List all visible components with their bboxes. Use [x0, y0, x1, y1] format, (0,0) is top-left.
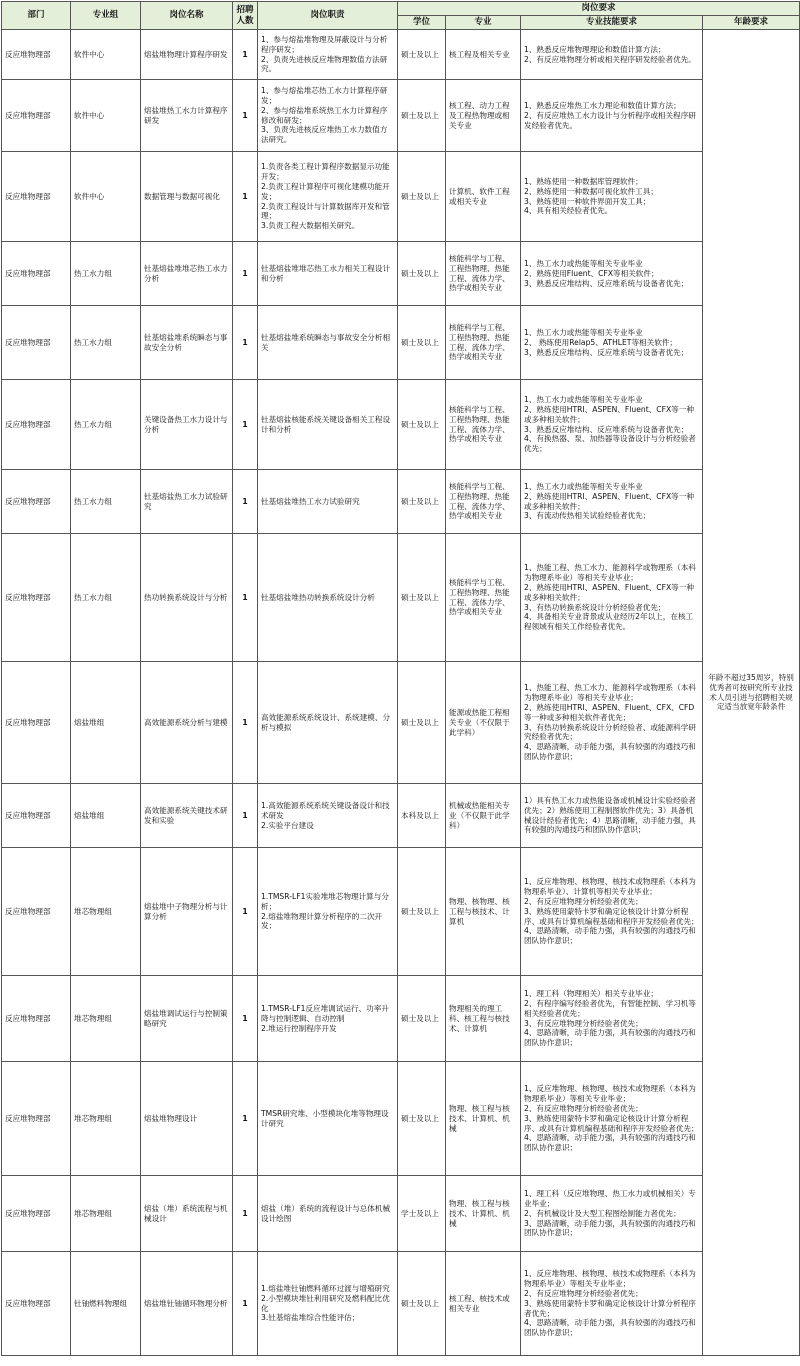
header-position: 岗位名称 — [141, 2, 233, 30]
duty-cell-line: 1.熔盐堆钍铀燃料循环过渡与增殖研究 — [261, 1283, 390, 1293]
duty-cell — [258, 534, 398, 662]
dept-cell: 反应堆物理部 — [2, 380, 71, 470]
skills-cell-line: 3、有流动传热相关试验经验者优先； — [524, 511, 651, 521]
skills-cell-line: 4、思路清晰，动手能力强，具有较强的沟通技巧和团队协作意识； — [524, 742, 696, 762]
major-cell: 机械或热能相关专业（不仅限于此学科） — [446, 784, 521, 848]
group-cell: 软件中心 — [71, 30, 141, 80]
degree-cell: 硕士及以上 — [398, 976, 446, 1062]
skills-cell-line: 2、有机械设计及大型工程图绘制能力者优先； — [524, 1208, 681, 1218]
major-cell: 物理、核物理、核工程与核技术、计算机 — [446, 848, 521, 976]
skills-cell-line: 4、思路清晰，动手能力强，具有较强的沟通技巧和团队协作意识； — [524, 926, 696, 946]
header-dept: 部门 — [2, 2, 71, 30]
duty-cell-line: 1、参与熔盐堆物理及屏蔽设计与分析程序研发； — [261, 34, 388, 54]
duty-cell-line: 3.负责工程大数据相关研究。 — [261, 221, 360, 231]
duty-cell-line: 钍基熔盐堆热功转换系统设计分析 — [261, 592, 375, 602]
skills-cell-line: 2、有反应堆物理分析经验者优先； — [524, 1288, 643, 1298]
skills-cell — [521, 152, 703, 242]
position-cell: 钍基熔盐热工水力试验研究 — [141, 470, 233, 534]
table-row — [2, 30, 800, 80]
position-cell: 高效能源系统分析与建模 — [141, 662, 233, 784]
count-cell: 1 — [233, 1176, 258, 1252]
duty-cell-line: 钍基熔盐核能系统关键设备相关工程设计和分析 — [261, 414, 391, 434]
skills-cell-line: 1、理工科（反应堆物理、热工水力或机械相关）专业毕业； — [524, 1188, 696, 1208]
count-cell: 1 — [233, 470, 258, 534]
table-row — [2, 470, 800, 534]
duty-cell-line: 高效能源系统系统设计、系统建模、分析与模拟 — [261, 712, 391, 732]
degree-cell: 硕士及以上 — [398, 848, 446, 976]
duty-cell — [258, 976, 398, 1062]
duty-cell — [258, 784, 398, 848]
count-cell: 1 — [233, 30, 258, 80]
header-group: 专业组 — [71, 2, 141, 30]
duty-cell-line: 2、参与熔盐堆系统热工水力计算程序修改和研发； — [261, 105, 388, 125]
skills-cell — [521, 848, 703, 976]
group-cell: 堆芯物理组 — [71, 1176, 141, 1252]
dept-cell: 反应堆物理部 — [2, 30, 71, 80]
major-cell: 核能科学与工程、工程热物理、热能工程、流体力学、热学或相关专业 — [446, 242, 521, 306]
count-cell: 1 — [233, 152, 258, 242]
degree-cell: 学士及以上 — [398, 1176, 446, 1252]
table-row — [2, 848, 800, 976]
count-cell: 1 — [233, 1252, 258, 1356]
position-cell: 熔盐堆热工水力计算程序研发 — [141, 80, 233, 152]
position-cell: 熔盐堆调试运行与控制策略研究 — [141, 976, 233, 1062]
table-row — [2, 1062, 800, 1176]
duty-cell — [258, 242, 398, 306]
group-cell: 热工水力组 — [71, 242, 141, 306]
skills-cell — [521, 30, 703, 80]
duty-cell — [258, 662, 398, 784]
duty-cell-line: 2、负责先进核反应堆物理数值方法研究。 — [261, 54, 388, 74]
table-row — [2, 152, 800, 242]
header-row-1 — [2, 2, 800, 16]
skills-cell-line: 3、熟练使用蒙特卡罗和确定论核设计计算分析程序者优先； — [524, 1298, 696, 1318]
skills-cell-line: 4、思路清晰，动手能力强，具有较强的沟通技巧和团队协作意识； — [524, 1028, 696, 1048]
count-cell: 1 — [233, 534, 258, 662]
dept-cell: 反应堆物理部 — [2, 784, 71, 848]
duty-cell-line: 熔盐（堆）系统的流程设计与总体机械设计绘图 — [261, 1203, 391, 1223]
skills-cell — [521, 1062, 703, 1176]
count-cell: 1 — [233, 784, 258, 848]
group-cell: 热工水力组 — [71, 306, 141, 380]
major-cell: 能源或热能工程相关专业（不仅限于此学科） — [446, 662, 521, 784]
skills-cell-line: 2、有反应堆物理分析经验者优先； — [524, 896, 643, 906]
header-skills: 专业技能要求 — [521, 16, 703, 30]
duty-cell — [258, 380, 398, 470]
position-cell: 热功转换系统设计与分析 — [141, 534, 233, 662]
degree-cell: 硕士及以上 — [398, 80, 446, 152]
duty-cell-line: 2.负责工程计算程序可视化建模功能开发； — [261, 181, 390, 201]
header-requirements: 岗位要求 — [398, 2, 800, 16]
duty-cell-line: TMSR研究堆、小型模块化堆等物理设计研究 — [261, 1108, 389, 1128]
degree-cell: 硕士及以上 — [398, 306, 446, 380]
group-cell: 软件中心 — [71, 152, 141, 242]
skills-cell-line: 1、理工科（物理相关）相关专业毕业； — [524, 989, 658, 999]
group-cell: 堆芯物理组 — [71, 848, 141, 976]
header-degree: 学位 — [398, 16, 446, 30]
skills-cell-line: 1、反应堆物理、核物理、核技术或物理系（本科为物理系毕业）等相关专业毕业； — [524, 1269, 696, 1288]
major-cell: 物理、核工程与核技术、计算机、机械 — [446, 1062, 521, 1176]
duty-cell — [258, 1062, 398, 1176]
duty-cell-line: 2.熔盐堆物理计算分析程序的二次开发； — [261, 911, 383, 931]
duty-cell-line: 钍基熔盐堆系统瞬态与事故安全分析相关 — [261, 332, 391, 352]
duty-cell-line: 2.堆运行控制程序开发 — [261, 1023, 337, 1033]
table-row — [2, 662, 800, 784]
table-row — [2, 380, 800, 470]
skills-cell-line: 1、反应堆物理、核物理、核技术或物理系（本科为物理系毕业）等相关专业毕业； — [524, 1084, 696, 1103]
degree-cell: 硕士及以上 — [398, 30, 446, 80]
dept-cell: 反应堆物理部 — [2, 80, 71, 152]
major-cell: 核工程、动力工程及工程热物理或相关专业 — [446, 80, 521, 152]
skills-cell-line: 4、具备相关专业背景或从业经历2年以上，在核工程领域有相关工作经验者优先。 — [524, 612, 694, 632]
skills-cell-line: 3、熟悉反应堆结构、反应堆系统与设备者优先； — [524, 347, 689, 357]
skills-cell — [521, 1252, 703, 1356]
dept-cell: 反应堆物理部 — [2, 1252, 71, 1356]
position-cell: 钍基熔盐堆系统瞬态与事故安全分析 — [141, 306, 233, 380]
group-cell: 钍铀燃料物理组 — [71, 1252, 141, 1356]
skills-cell-line: 3、熟悉反应堆结构、反应堆系统与设备者优先； — [524, 424, 689, 434]
table-row — [2, 80, 800, 152]
major-cell: 核能科学与工程、工程热物理、热能工程、流体力学、热学或相关专业 — [446, 534, 521, 662]
count-cell: 1 — [233, 662, 258, 784]
duty-cell — [258, 306, 398, 380]
major-cell: 核能科学与工程、工程热物理、热能工程、流体力学、热学或相关专业 — [446, 380, 521, 470]
group-cell: 软件中心 — [71, 80, 141, 152]
skills-cell-line: 3、熟练使用蒙特卡罗和确定论核设计计算分析程序、或具有计算机编程基础和程序开发经验者优先； — [524, 1113, 699, 1133]
group-cell: 熔盐堆组 — [71, 784, 141, 848]
group-cell: 堆芯物理组 — [71, 976, 141, 1062]
dept-cell: 反应堆物理部 — [2, 242, 71, 306]
degree-cell: 硕士及以上 — [398, 152, 446, 242]
count-cell: 1 — [233, 306, 258, 380]
header-age: 年龄要求 — [703, 16, 800, 30]
skills-cell — [521, 306, 703, 380]
degree-cell: 硕士及以上 — [398, 242, 446, 306]
group-cell: 堆芯物理组 — [71, 1062, 141, 1176]
degree-cell: 硕士及以上 — [398, 1062, 446, 1176]
degree-cell: 硕士及以上 — [398, 380, 446, 470]
skills-cell-line: 2、 熟练使用Relap5、ATHLET等相关软件； — [524, 337, 678, 347]
skills-cell-line: 1、熟练使用一种数据库管理软件； — [524, 176, 643, 186]
skills-cell-line: 4、具有相关经验者优先。 — [524, 206, 613, 216]
group-cell: 热工水力组 — [71, 380, 141, 470]
group-cell: 热工水力组 — [71, 470, 141, 534]
duty-cell — [258, 80, 398, 152]
dept-cell: 反应堆物理部 — [2, 848, 71, 976]
header-duty: 岗位职责 — [258, 2, 398, 30]
degree-cell: 硕士及以上 — [398, 470, 446, 534]
duty-cell-line: 2.小型模块堆钍利用研究及燃料配比优化 — [261, 1293, 390, 1313]
position-cell: 熔盐堆物理计算程序研发 — [141, 30, 233, 80]
table-row — [2, 1176, 800, 1252]
dept-cell: 反应堆物理部 — [2, 1062, 71, 1176]
skills-cell — [521, 976, 703, 1062]
position-cell: 数据管理与数据可视化 — [141, 152, 233, 242]
skills-cell-line: 2、熟练使用Fluent、CFX等相关软件； — [524, 268, 659, 278]
skills-cell — [521, 80, 703, 152]
header-count: 招聘人数 — [233, 2, 258, 30]
count-cell: 1 — [233, 80, 258, 152]
table-row — [2, 784, 800, 848]
skills-cell-line: 1、热工水力或热能等相关专业毕业 — [524, 327, 643, 337]
count-cell: 1 — [233, 976, 258, 1062]
skills-cell — [521, 470, 703, 534]
skills-cell-line: 1、反应堆物理、核物理、核技术或物理系（本科为物理系毕业）、计算机等相关专业毕业； — [524, 877, 696, 896]
skills-cell-line: 3、熟练使用蒙特卡罗和确定论核设计计算分析程序、或具有计算机编程基础和程序开发经验者优先； — [524, 906, 699, 926]
major-cell: 核能科学与工程、工程热物理、热能工程、流体力学、热学或相关专业 — [446, 470, 521, 534]
table-row — [2, 534, 800, 662]
duty-cell-line: 1.TMSR-LF1实验堆堆芯物理计算与分析； — [261, 891, 389, 911]
skills-cell-line: 3、有热功转换系统设计分析经验者、或能源科学研究经验者优先； — [524, 722, 696, 742]
header-major: 专业 — [446, 16, 521, 30]
major-cell: 核工程及相关专业 — [446, 30, 521, 80]
count-cell: 1 — [233, 848, 258, 976]
duty-cell — [258, 470, 398, 534]
skills-cell-line: 3、有反应堆物理分析经验者优先； — [524, 1018, 643, 1028]
skills-cell-line: 1、热能工程、热工水力、能源科学或物理系（本科为物理系毕业）等相关专业毕业； — [524, 563, 696, 582]
skills-cell-line: 2、有反应堆热工水力设计与分析程序或相关程序研发经验者优先。 — [524, 110, 696, 130]
skills-cell-line: 2、有程序编写经验者优先，有智能控制、学习机等相关经验者优先； — [524, 998, 696, 1018]
table-row — [2, 976, 800, 1062]
skills-cell-line: 4、思路清晰，动手能力强，具有较强的沟通技巧和团队协作意识； — [524, 1133, 696, 1153]
major-cell: 核能科学与工程、工程热物理、热能工程、流体力学、热学或相关专业 — [446, 306, 521, 380]
skills-cell-line: 4、思路清晰，动手能力强，具有较强的沟通技巧和团队协作意识； — [524, 1318, 696, 1338]
major-cell: 物理、核工程与核技术、计算机、机械 — [446, 1176, 521, 1252]
duty-cell-line: 1.负责各类工程计算程序数据显示功能开发； — [261, 162, 390, 181]
skills-cell — [521, 242, 703, 306]
skills-cell — [521, 534, 703, 662]
skills-cell-line: 3、思路清晰，动手能力强，具有较强的沟通技巧和团队协作意识； — [524, 1218, 696, 1238]
duty-cell — [258, 30, 398, 80]
table-body — [2, 30, 800, 1356]
degree-cell: 本科及以上 — [398, 784, 446, 848]
position-cell: 熔盐堆中子物理分析与计算分析 — [141, 848, 233, 976]
duty-cell-line: 2.负责工程设计与计算数据库开发和管理； — [261, 201, 390, 221]
skills-cell-line: 1、热工水力或热能等相关专业毕业 — [524, 481, 643, 491]
dept-cell: 反应堆物理部 — [2, 1176, 71, 1252]
skills-cell — [521, 380, 703, 470]
count-cell: 1 — [233, 380, 258, 470]
skills-cell-line: 2、有反应堆物理分析或相关程序研发经验者优先。 — [524, 54, 696, 64]
position-cell: 熔盐堆物理设计 — [141, 1062, 233, 1176]
degree-cell: 硕士及以上 — [398, 1252, 446, 1356]
dept-cell: 反应堆物理部 — [2, 470, 71, 534]
degree-cell: 硕士及以上 — [398, 534, 446, 662]
skills-cell-line: 2、熟练使用HTRI、ASPEN、Fluent、CFX、CFD等一种或多种相关软件者优先； — [524, 702, 695, 722]
skills-cell — [521, 784, 703, 848]
duty-cell — [258, 1176, 398, 1252]
age-requirement-cell: 年龄不超过35周岁，特别优秀者可按研究所专业技术人员引进与招聘相关规定适当放宽年龄条件 — [703, 30, 800, 1356]
skills-cell-line: 2、有反应堆物理分析经验者优先； — [524, 1103, 643, 1113]
skills-cell — [521, 1176, 703, 1252]
degree-cell: 硕士及以上 — [398, 662, 446, 784]
duty-cell-line: 钍基熔盐堆堆芯热工水力相关工程设计和分析 — [261, 263, 391, 283]
skills-cell-line: 3、熟练使用一种软件界面开发工具； — [524, 196, 651, 206]
count-cell: 1 — [233, 242, 258, 306]
skills-cell-line: 4、有换热器、泵、加热器等设备设计与分析经验者优先； — [524, 434, 696, 454]
major-cell: 物理相关的理工科、核工程与核技术、计算机 — [446, 976, 521, 1062]
skills-cell-line: 2、熟练使用HTRI、ASPEN、Fluent、CFX等一种或多种相关软件； — [524, 582, 694, 602]
skills-cell-line: 2、熟练使用HTRI、ASPEN、Fluent、CFX等一种或多种相关软件； — [524, 491, 694, 511]
position-cell: 熔盐（堆）系统流程与机械设计 — [141, 1176, 233, 1252]
duty-cell-line: 1.高效能源系统系统关键设备设计和技术研发 — [261, 800, 390, 820]
major-cell: 计算机、软件工程或相关专业 — [446, 152, 521, 242]
duty-cell-line: 3、负责先进核反应堆热工水力数值方法研究。 — [261, 125, 388, 145]
duty-cell — [258, 152, 398, 242]
duty-cell — [258, 1252, 398, 1356]
duty-cell-line: 1、参与熔盐堆芯热工水力计算程序研发； — [261, 86, 388, 105]
skills-cell-line: 1、热工水力或热能等相关专业毕业 — [524, 395, 643, 405]
skills-cell-line: 1、热工水力或热能等相关专业毕业 — [524, 258, 643, 268]
duty-cell-line: 钍基熔盐堆热工水力试验研究 — [261, 496, 360, 506]
skills-cell-line: 1、熟悉反应堆热工水力理论和数值计算方法； — [524, 100, 681, 110]
position-cell: 高效能源系统关键技术研发和实验 — [141, 784, 233, 848]
position-cell: 关键设备热工水力设计与分析 — [141, 380, 233, 470]
group-cell: 热工水力组 — [71, 534, 141, 662]
recruitment-table — [1, 1, 800, 1356]
table-row — [2, 242, 800, 306]
major-cell: 核工程、核技术或相关专业 — [446, 1252, 521, 1356]
skills-cell-line: 1、熟悉反应堆物理理论和数值计算方法； — [524, 44, 666, 54]
position-cell: 熔盐堆钍铀循环物理分析 — [141, 1252, 233, 1356]
skills-cell-line: 2、熟练使用一种数据可视化软件工具； — [524, 186, 658, 196]
skills-cell — [521, 662, 703, 784]
count-cell: 1 — [233, 1062, 258, 1176]
dept-cell: 反应堆物理部 — [2, 152, 71, 242]
skills-cell-line: 2、熟练使用HTRI、ASPEN、Fluent、CFX等一种或多种相关软件； — [524, 404, 694, 424]
duty-cell — [258, 848, 398, 976]
duty-cell-line: 1.TMSR-LF1反应堆调试运行、功率升降与控制逻辑、自动控制 — [261, 1003, 389, 1023]
skills-cell-line: 1）具有热工水力或热能设备或机械设计实验经验者优先；2）熟练使用工程制图软件优先；3）具备机械设计经验者优先；4）思路清晰，动手能力强，具有较强的沟通技巧和团队协作意识； — [524, 795, 696, 835]
skills-cell-line: 3、有热功转换系统设计分析经验者优先； — [524, 602, 666, 612]
duty-cell-line: 2.实验平台建设 — [261, 820, 314, 830]
group-cell: 熔盐堆组 — [71, 662, 141, 784]
dept-cell: 反应堆物理部 — [2, 306, 71, 380]
table-row — [2, 1252, 800, 1356]
dept-cell: 反应堆物理部 — [2, 662, 71, 784]
table-row — [2, 306, 800, 380]
duty-cell-line: 3.钍基熔盐堆综合性能评估； — [261, 1313, 360, 1323]
dept-cell: 反应堆物理部 — [2, 976, 71, 1062]
skills-cell-line: 1、热能工程、热工水力、能源科学或物理系（本科为物理系毕业）等相关专业毕业； — [524, 683, 696, 703]
skills-cell-line: 3、熟悉反应堆结构、反应堆系统与设备者优先； — [524, 278, 689, 288]
position-cell: 钍基熔盐堆堆芯热工水力分析 — [141, 242, 233, 306]
dept-cell: 反应堆物理部 — [2, 534, 71, 662]
